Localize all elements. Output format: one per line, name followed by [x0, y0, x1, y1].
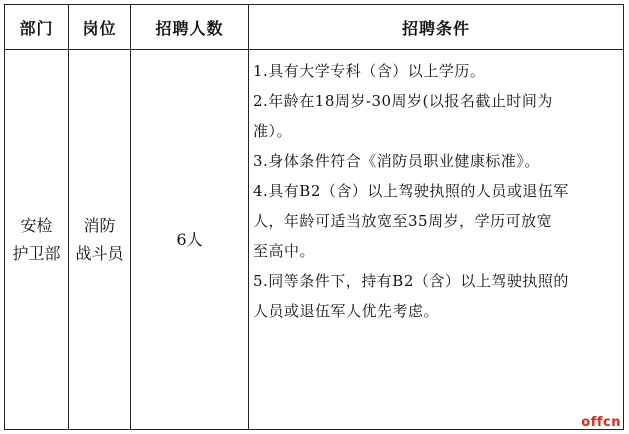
- recruitment-table: [4, 4, 624, 430]
- department-line: 护卫部: [12, 243, 61, 263]
- table-row: [5, 50, 624, 430]
- department-cell: [5, 50, 69, 430]
- position-cell: [69, 50, 131, 430]
- header-department: 部门: [5, 5, 69, 50]
- condition-line: 1.具有大学专科（含）以上学历。: [253, 62, 486, 80]
- condition-line: 3.身体条件符合《消防员职业健康标准》。: [253, 152, 540, 170]
- recruitment-table-frame: [4, 4, 623, 430]
- condition-line: 2.年龄在18周岁-30周岁(以报名截止时间为: [253, 92, 553, 110]
- header-row: [5, 5, 624, 50]
- position-line: 战斗员: [75, 243, 124, 263]
- condition-line: 准）。: [253, 122, 293, 140]
- conditions-cell: [249, 50, 624, 430]
- headcount-value: 6人: [176, 229, 203, 249]
- count-cell: [131, 50, 249, 430]
- department-line: 安检: [20, 215, 53, 235]
- condition-line: 人，年龄可适当放宽至35周岁，学历可放宽: [253, 212, 553, 230]
- condition-line: 至高中。: [253, 242, 316, 260]
- condition-line: 5.同等条件下，持有B2（含）以上驾驶执照的: [253, 272, 569, 290]
- offcn-watermark: offcn: [581, 415, 621, 430]
- conditions-list: [249, 50, 623, 326]
- condition-line: 人员或退伍军人优先考虑。: [253, 302, 440, 320]
- header-count: 招聘人数: [131, 5, 249, 50]
- header-conditions: 招聘条件: [249, 5, 624, 50]
- condition-line: 4.具有B2（含）以上驾驶执照的人员或退伍军: [253, 182, 569, 200]
- header-position: 岗位: [69, 5, 131, 50]
- position-line: 消防: [83, 215, 116, 235]
